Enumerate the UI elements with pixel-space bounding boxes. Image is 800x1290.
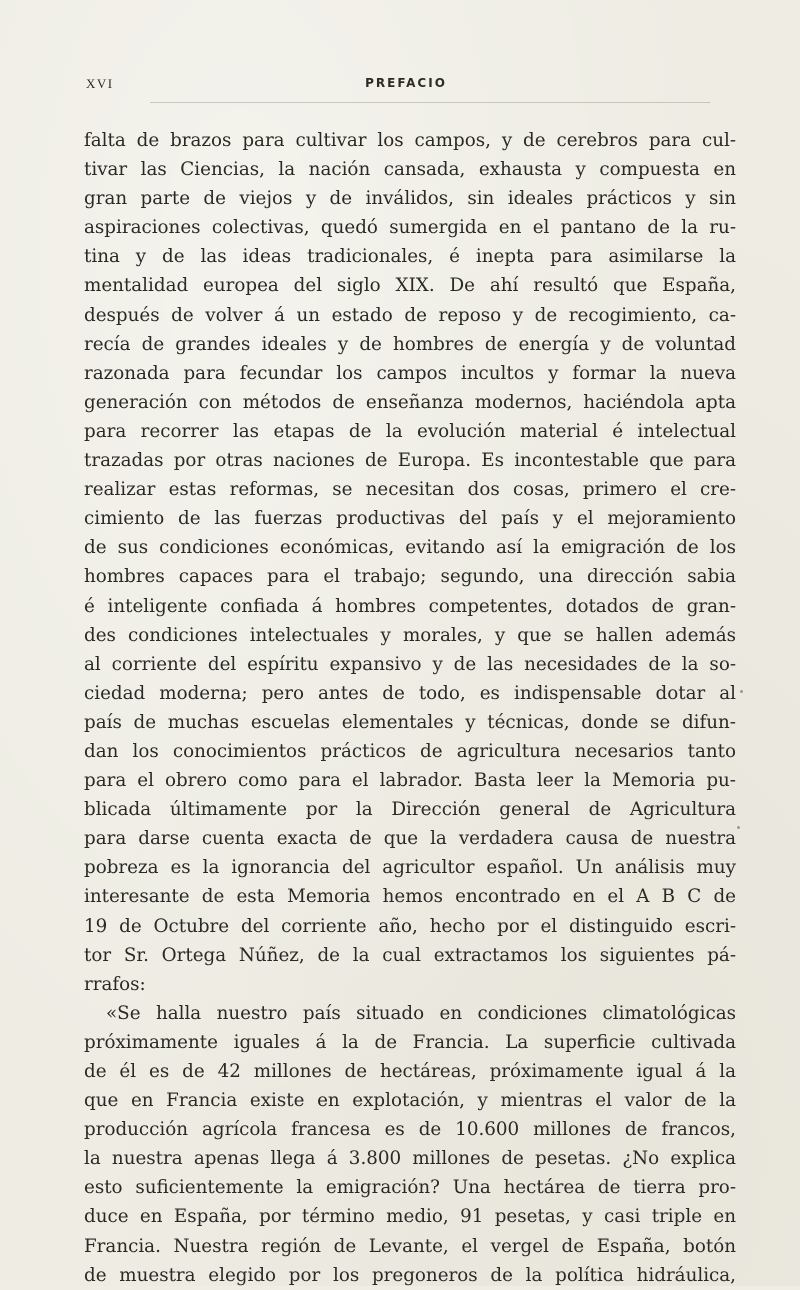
body-text [84, 126, 736, 1290]
text-line: é inteligente confiada á hombres competentes, dotados de gran- [84, 595, 736, 617]
running-title: PREFACIO [365, 76, 447, 90]
running-head [86, 76, 726, 98]
text-line: gran parte de viejos y de inválidos, sin ideales prácticos y sin [84, 188, 736, 210]
text-line: al corriente del espíritu expansivo y de las necesidades de la so- [84, 653, 736, 675]
text-line: de sus condiciones económicas, evitando así la emigración de los [84, 537, 736, 559]
text-line: recía de grandes ideales y de hombres de energía y de voluntad [84, 333, 736, 355]
text-line: tor Sr. Ortega Núñez, de la cual extractamos los siguientes pá- [84, 944, 736, 966]
header-rule [150, 102, 710, 103]
quote-line: «Se halla nuestro país situado en condiciones climatológicas [106, 1002, 736, 1024]
text-line: ciedad moderna; pero antes de todo, es indispensable dotar al [84, 682, 736, 704]
text-line: rrafos: [84, 973, 146, 995]
text-line: hombres capaces para el trabajo; segundo, una dirección sabia [84, 566, 736, 588]
text-line: tivar las Ciencias, la nación cansada, exhausta y compuesta en [84, 159, 736, 181]
page-number: XVI [86, 76, 114, 91]
text-line: realizar estas reformas, se necesitan dos cosas, primero el cre- [84, 479, 736, 501]
text-line: razonada para fecundar los campos incultos y formar la nueva [84, 362, 736, 384]
text-line: para recorrer las etapas de la evolución material é intelectual [84, 420, 736, 442]
text-line: para el obrero como para el labrador. Basta leer la Memoria pu- [84, 770, 736, 792]
text-line: trazadas por otras naciones de Europa. Es incontestable que para [84, 450, 736, 472]
text-line: generación con métodos de enseñanza modernos, haciéndola apta [84, 391, 736, 413]
text-line: blicada últimamente por la Dirección general de Agricultura [84, 799, 736, 821]
text-line: tina y de las ideas tradicionales, é inepta para asimilarse la [84, 246, 736, 268]
quote-line: de él es de 42 millones de hectáreas, próximamente igual á la [84, 1061, 736, 1082]
text-line: des condiciones intelectuales y morales, y que se hallen además [84, 624, 736, 646]
text-line: aspiraciones colectivas, quedó sumergida en el pantano de la ru- [84, 217, 736, 239]
quote-line: Francia. Nuestra región de Levante, el vergel de España, botón [84, 1235, 736, 1257]
quote-line: producción agrícola francesa es de 10.600 millones de francos, [84, 1119, 736, 1141]
text-line: después de volver á un estado de reposo y de recogimiento, ca- [84, 304, 736, 326]
quote-line: próximamente iguales á la de Francia. La superficie cultivada [84, 1031, 736, 1053]
quote-line: que en Francia existe en explotación, y mientras el valor de la [84, 1090, 736, 1112]
quote-line: esto suficientemente la emigración? Una hectárea de tierra pro- [84, 1177, 736, 1199]
paper-speck [740, 690, 743, 693]
text-line: interesante de esta Memoria hemos encontrado en el A B C de [84, 886, 736, 908]
quote-line: duce en España, por término medio, 91 pesetas, y casi triple en [84, 1206, 736, 1228]
text-line: mentalidad europea del siglo XIX. De ahí resultó que España, [84, 275, 736, 297]
text-line: pobreza es la ignorancia del agricultor español. Un análisis muy [84, 857, 736, 879]
paper-speck [737, 826, 740, 829]
text-line: cimiento de las fuerzas productivas del país y el mejoramiento [84, 508, 736, 530]
text-line: país de muchas escuelas elementales y técnicas, donde se difun- [84, 711, 736, 733]
text-line: dan los conocimientos prácticos de agricultura necesarios tanto [84, 740, 736, 762]
quote-line: de muestra elegido por los pregoneros de la política hidráulica, [84, 1264, 736, 1286]
text-line: 19 de Octubre del corriente año, hecho por el distinguido escri- [84, 915, 736, 937]
text-line: falta de brazos para cultivar los campos, y de cerebros para cul- [84, 130, 736, 151]
quote-line: la nuestra apenas llega á 3.800 millones de pesetas. ¿No explica [84, 1148, 736, 1170]
text-line: para darse cuenta exacta de que la verdadera causa de nuestra [84, 828, 736, 850]
